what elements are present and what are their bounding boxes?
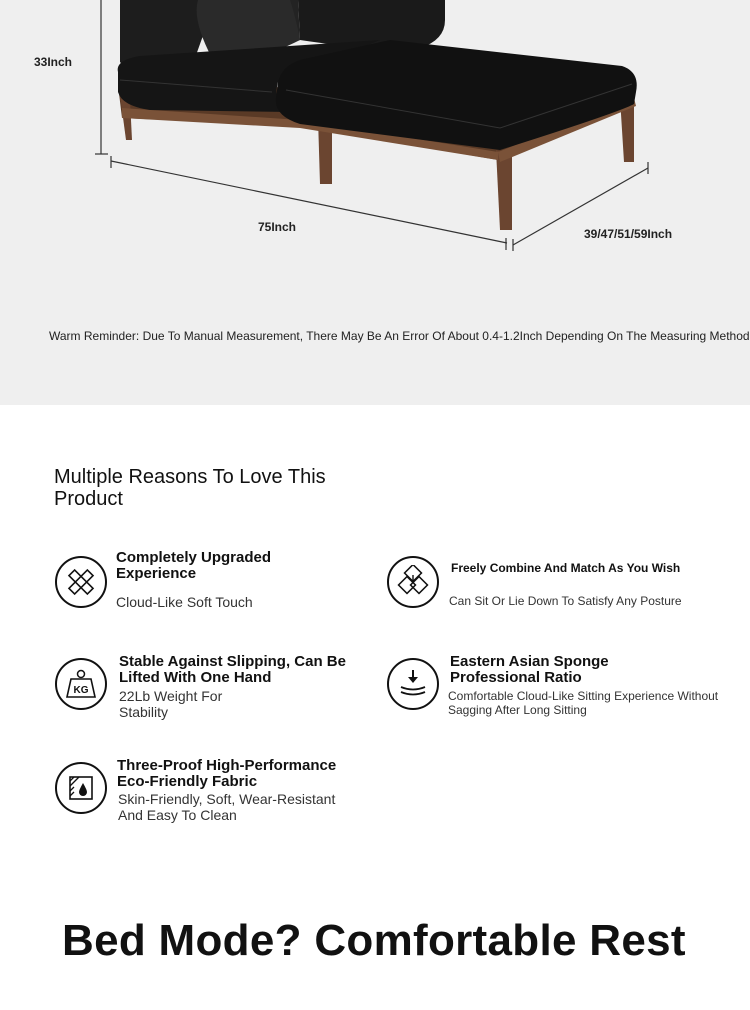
feature-description: Comfortable Cloud-Like Sitting Experience Without Sagging After Long Sitting <box>448 689 719 717</box>
depth-dimension-label: 39/47/51/59Inch <box>584 227 673 241</box>
svg-text:KG: KG <box>73 685 89 696</box>
pencil-ruler-icon <box>55 556 107 608</box>
bed-mode-heading: Bed Mode? Comfortable Rest <box>62 916 686 965</box>
sofa-illustration <box>0 0 750 405</box>
product-dimension-area <box>0 0 750 405</box>
feature-upgraded-experience <box>55 549 375 616</box>
modular-blocks-icon <box>387 556 439 608</box>
fabric-water-drop-icon <box>55 762 107 814</box>
feature-title: Completely Upgraded Experience <box>116 549 272 582</box>
measurement-reminder: Warm Reminder: Due To Manual Measurement, There May Be An Error Of About 0.4-1.2Inch Depending On The Measuring Method <box>49 329 750 343</box>
feature-description: Can Sit Or Lie Down To Satisfy Any Posture <box>449 594 682 608</box>
height-dimension-label: 33Inch <box>34 55 73 69</box>
weight-kg-icon <box>55 658 107 710</box>
feature-title: Eastern Asian Sponge Professional Ratio <box>450 653 609 686</box>
feature-title: Freely Combine And Match As You Wish <box>451 561 681 575</box>
feature-fabric <box>55 757 385 823</box>
feature-description: Cloud-Like Soft Touch <box>116 594 253 610</box>
feature-combine-match <box>387 556 727 616</box>
length-dimension-label: 75Inch <box>258 220 297 234</box>
feature-stable-lightweight <box>55 653 385 720</box>
section-title: Multiple Reasons To Love This Product <box>54 466 326 510</box>
feature-description: Skin-Friendly, Soft, Wear-Resistant And Easy To Clean <box>118 791 336 823</box>
feature-sponge-ratio <box>387 653 727 718</box>
feature-description: 22Lb Weight For Stability <box>119 688 223 720</box>
sponge-compress-icon <box>387 658 439 710</box>
feature-title: Stable Against Slipping, Can Be Lifted With One Hand <box>119 653 346 686</box>
feature-title: Three-Proof High-Performance Eco-Friendly Fabric <box>117 757 337 790</box>
